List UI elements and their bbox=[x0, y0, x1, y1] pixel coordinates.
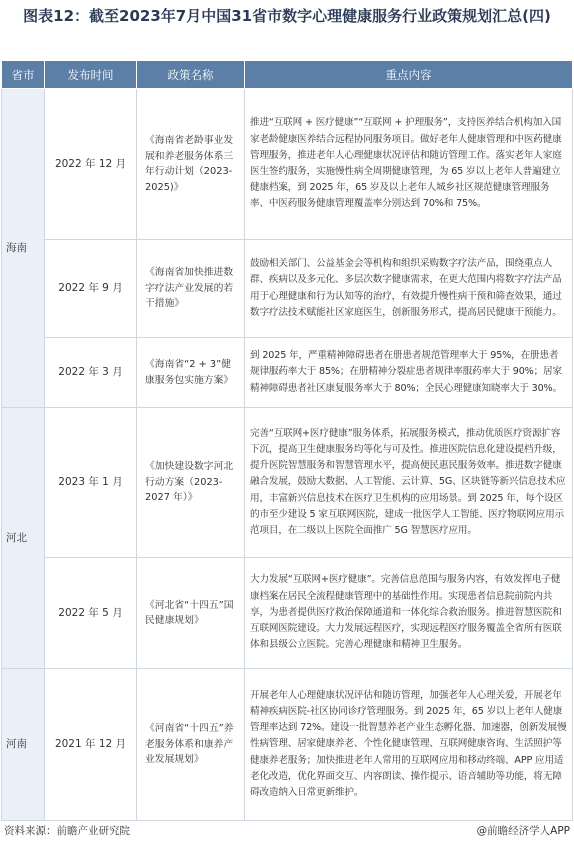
policy-cell: 《加快建设数字河北行动方案（2023-2027 年）》 bbox=[137, 408, 245, 558]
table-row bbox=[2, 408, 573, 558]
header-date: 发布时间 bbox=[45, 61, 137, 89]
brand-credit: @前瞻经济学人APP bbox=[476, 825, 570, 837]
table-row bbox=[2, 338, 573, 408]
header-policy: 政策名称 bbox=[137, 61, 245, 89]
policy-cell: 《河南省“十四五”养老服务体系和康养产业发展规划》 bbox=[137, 669, 245, 821]
content-cell: 推进“互联网 + 医疗健康”“互联网 + 护理服务”，支持医养结合机构加入国家老龄健康医养结合远程协同服务项目。做好老年人健康管理和中医药健康管理服务，推进老年人心理健康状况评估和随访管理工作。落实老年人家庭医生签约服务，实施慢性病全周期健康管理，为 65 岁以上老年人普遍建立健康档案，到 2025 年，65 岁及以上老年人城乡社区规范健康管理服务率、中医药服务健康管理覆盖率分别达到 70%和 75%。 bbox=[245, 89, 573, 240]
header-province: 省市 bbox=[2, 61, 45, 89]
date-cell: 2022 年 5 月 bbox=[45, 558, 137, 669]
policy-cell: 《海南省加快推进数字疗法产业发展的若干措施》 bbox=[137, 240, 245, 338]
table-row bbox=[2, 240, 573, 338]
header-content: 重点内容 bbox=[245, 61, 573, 89]
date-cell: 2022 年 3 月 bbox=[45, 338, 137, 408]
policy-cell: 《海南省老龄事业发展和养老服务体系三年行动计划（2023-2025)》 bbox=[137, 89, 245, 240]
source-note: 资料来源：前瞻产业研究院 bbox=[4, 825, 130, 837]
policy-table bbox=[1, 60, 573, 821]
table-row bbox=[2, 89, 573, 240]
date-cell: 2023 年 1 月 bbox=[45, 408, 137, 558]
content-cell: 大力发展“互联网+医疗健康”。完善信息范围与服务内容，有效发挥电子健康档案在居民全流程健康管理中的基础性作用。实现患者信息院前院内共享，为患者提供医疗救治保障通道和一体化综合救治服务。推进智慧医院和互联网医院建设。大力发展远程医疗，实现远程医疗服务覆盖全省所有医联体和县级公立医院。完善心理健康和精神卫生服务。 bbox=[245, 558, 573, 669]
page-title: 图表12：截至2023年7月中国31省市数字心理健康服务行业政策规划汇总(四) bbox=[23, 7, 551, 25]
policy-cell: 《海南省“2 + 3”健康服务包实施方案》 bbox=[137, 338, 245, 408]
content-cell: 开展老年人心理健康状况评估和随访管理，加强老年人心理关爱，开展老年精神疾病医院-社区协同诊疗管理服务。到 2025 年，65 岁以上老年人健康管理率达到 72%。建设一批智慧养老产业生态孵化器、加速器，创新发展慢性病管理、居家健康养老、个性化健康管理、互联网健康咨询、生活照护等健康养老服务；加快推进老年人常用的互联网应用和移动终端、APP 应用适老化改造，优化界面交互、内容朗读、操作提示、语音辅助等功能，将无障碍改造纳入日常更新维护。 bbox=[245, 669, 573, 821]
content-cell: 完善“互联网+医疗健康”服务体系，拓展服务模式，推动优质医疗资源扩容下沉，提高卫生健康服务均等化与可及性。推进医院信息化建设提档升级，提升医院智慧服务和智慧管理水平，提高便民惠民服务效率。推进数字健康融合发展，鼓励大数据、人工智能、云计算、5G、区块链等新兴信息技术应用，丰富新兴信息技术在医疗卫生机构的应用场景。到 2025 年，每个设区的市至少建设 5 家互联网医院，建成一批医学人工智能、医疗物联网应用示范项目，在二级以上医院全面推广 5G 智慧医疗应用。 bbox=[245, 408, 573, 558]
content-cell: 到 2025 年，严重精神障碍患者在册患者规范管理率大于 95%，在册患者规律服药率大于 85%；在册精神分裂症患者规律率服药率大于 90%；居家精神障碍患者社区康复服务率大于 80%；全民心理健康知晓率大于 30%。 bbox=[245, 338, 573, 408]
province-cell: 河南 bbox=[2, 669, 45, 821]
table-row bbox=[2, 669, 573, 821]
content-cell: 鼓励相关部门、公益基金会等机构和组织采购数字疗法产品，围绕重点人群、疾病以及多元化、多层次数字健康需求，在更大范围内将数字疗法产品用于心理健康和行为认知等的治疗，有效提升慢性病干预和筛查效果，通过数字疗法技术赋能社区家庭医生，创新服务形式，提高居民健康干预能力。 bbox=[245, 240, 573, 338]
province-cell: 河北 bbox=[2, 408, 45, 669]
date-cell: 2021 年 12 月 bbox=[45, 669, 137, 821]
policy-cell: 《河北省“十四五”国民健康规划》 bbox=[137, 558, 245, 669]
date-cell: 2022 年 12 月 bbox=[45, 89, 137, 240]
table-header-row bbox=[2, 61, 573, 89]
province-cell: 海南 bbox=[2, 89, 45, 408]
table-row bbox=[2, 558, 573, 669]
date-cell: 2022 年 9 月 bbox=[45, 240, 137, 338]
